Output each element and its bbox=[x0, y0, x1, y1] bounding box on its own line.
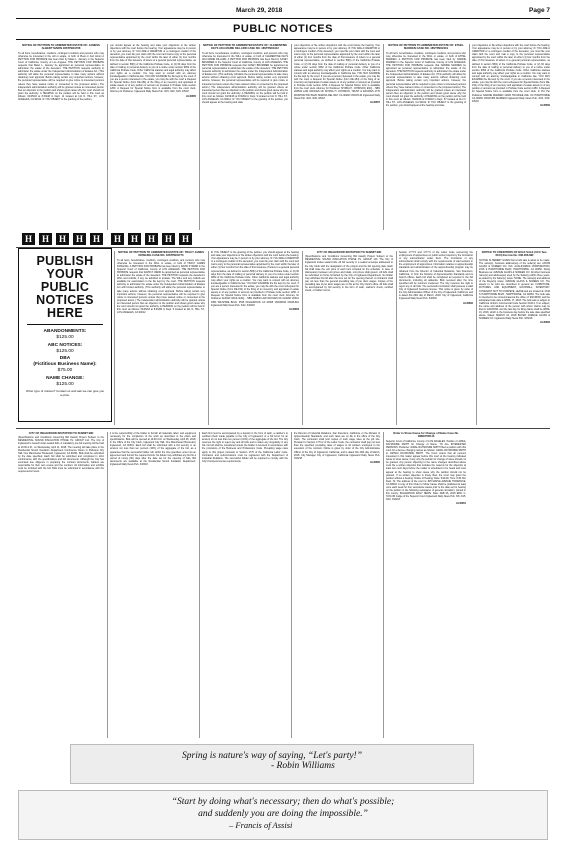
ad-price-label: (Fictitious Business Name): bbox=[33, 362, 97, 367]
ad-price-label: ABC NOTICES: bbox=[47, 342, 83, 348]
notice-body: Each bid must be accompanied by a deposit in the form of cash, a cashier's or certified check made payable to the City of Inglewood, or a bid bond, for an amount of not less than ten percent (10%) of the aggregate of the bid. The City reserves the right to reject any and all bids and to waive any irregularity in any bid. No bid shall be considered unless the bidder is licensed in accordance with the provisions of the Business and Professions Code. Prevailing wage rates apply to this project pursuant to Section 1770 of the California Labor Code. Contractor and subcontractors must be registered with the Department of Industrial Relations. The successful bidder will be required to comply with the City's business license requirements. bbox=[202, 432, 288, 463]
quote-box bbox=[18, 790, 548, 840]
notice-column bbox=[110, 44, 196, 230]
notice-column bbox=[386, 44, 466, 230]
column-divider bbox=[383, 44, 384, 230]
h-logo-icon: H bbox=[128, 233, 141, 245]
notice-heading: CITY OF INGLEWOOD INVITATION TO SUBMIT BID bbox=[316, 251, 382, 254]
notice-heading: NOTICE OF PETITION TO ADMINISTER ESTATE OF: TRACY JAMES DOWLING CASE NO. 18STPB01773 bbox=[118, 251, 204, 258]
notice-body: To all heirs, beneficiaries, creditors, contingent creditors, and persons who may otherwise be interested in the WILL or estate, or both of ETHEL MADDEN. A PETITION FOR PROBATE has been filed by NADINE MADDEN in the Superior Court of California, County of LOS ANGELES. THE PETITION FOR PROBATE requests that NADINE MADDEN be appointed as personal representative to administer the estate of the decedent. THE PETITION requests authority to administer the estate under the Independent Administration of Estates Act. (This authority will allow the personal representative to take many actions without obtaining court approval. Before taking certain very important actions, however, the personal representative will be required to give notice to interested persons unless they have waived notice or consented to the proposed action.) The independent administration authority will be granted unless an interested person files an objection to the petition and shows good cause why the court should not grant the authority. A HEARING on the petition will be held in this court as follows: 04/20/18 at 8:30AM in Dept. 67 located at 111 N. HILL ST., LOS ANGELES, CA 90012. IF YOU OBJECT to the granting of the petition, you should appear at the hearing and state bbox=[386, 51, 466, 108]
notice-heading: NOTICE TO CREDITORS OF BULK SALE (UCC Sec. 6104) Escrow No. 008-006-MR bbox=[481, 251, 548, 258]
column-divider bbox=[199, 44, 200, 230]
notice-body: IF YOU OBJECT to the granting of the petition, you should appear at the hearing and state your objections or file written objections with the court before the hearing. Your appearance may be in person or by your attorney. IF YOU ARE A CREDITOR or a contingent creditor of the decedent, you must file your claim with the court and mail a copy to the personal representative appointed by the court within the later of either (1) four months from the date of first issuance of letters to a general personal representative, as defined in section 58(b) of the California Probate Code, or (2) 60 days from the date of mailing or personal delivery to you of a notice under section 9052 of the California Probate Code. Other California statutes and legal authority may affect your rights as a creditor. You may want to consult with an attorney knowledgeable in California law. YOU MAY EXAMINE the file kept by the court. If you are a person interested in the estate, you may file with the court a Request for Special Notice (form DE-154) of the filing of an inventory and appraisal of estate assets or of any petition or account as provided in Probate Code section 1250. A Request for Special Notice form is available from the court clerk. Attorney for Petitioner ALIDAD VAKILI ESQ. - SBN 162834 LAW OFFICES OF ALIDAD VAKILI 9454 WILSHIRE BLVD. #525 INGLEWOOD CA 90305 CN946934 DOWLING Inglewood Daily News Pub. 3/22, 3/29/18 bbox=[211, 251, 299, 307]
notice-body: To all heirs, beneficiaries, creditors, contingent creditors, and persons who may otherwise be interested in the WILL or estate, or both of CLEMENTINE KEYS AKA MARIE DILLARD. A PETITION FOR PROBATE has been filed by CASEY BRUMMER in the Superior Court of California, County of LOS ANGELES. THE PETITION FOR PROBATE requests that CASEY BRUMMER be appointed as personal representative to administer the estate of the decedent. THE PETITION requests authority to administer the estate under the Independent Administration of Estates Act. (This authority will allow the personal representative to take many actions without obtaining court approval. Before taking certain very important actions, however, the personal representative will be required to give notice to interested persons unless they have waived notice or consented to the proposed action.) The independent administration authority will be granted unless an interested person files an objection to the petition and shows good cause why the court should not grant the authority. A HEARING on the petition will be held in this court as follows: 04/19/18 at 8:30AM in Dept. 9 located at 111 N. HILL ST., LOS ANGELES, CA 90012. IF YOU OBJECT to the granting of the petition, you should appear at the hearing and state bbox=[202, 51, 288, 105]
publish-notices-ad bbox=[18, 248, 112, 422]
ad-headline: PUBLISH YOUR PUBLIC NOTICES HERE bbox=[36, 254, 94, 320]
title-rule bbox=[16, 39, 550, 40]
ad-divider bbox=[27, 324, 103, 325]
notice-id: HI-30853 bbox=[289, 307, 299, 311]
quote-box bbox=[70, 744, 474, 784]
ad-price-label: ABANDONMENTS: bbox=[43, 329, 87, 334]
notice-heading: NOTICE OF PETITION TO ADMINISTER ESTATE OF: ETHEL MADDEN CASE NO. 18STPB02419 bbox=[388, 44, 464, 51]
section-rule bbox=[16, 428, 550, 429]
notice-id: HI-30859 bbox=[540, 103, 550, 107]
h-logo-icon: H bbox=[111, 233, 124, 245]
column-divider bbox=[114, 251, 115, 425]
notice-heading: NOTICE OF PETITION TO ADMINISTER ESTATE OF: CLEMENTINE KEYS AKA MARIE DILLARD CASE NO. 18STPB01912 bbox=[202, 44, 288, 51]
column-divider bbox=[107, 432, 108, 738]
notice-body: Section 1777.5 and 1777.6 of the Labor Code concerning the employment of apprentices on public works projects by the Contractor or any subcontractor under them. The Contractor or any subcontractor shall comply with the requirements of said sections in the employment of apprentices. Information relative to apprenticeship standards and administration of the apprenticeship program may be obtained from the Director of Industrial Relations, San Francisco, California, or from the Division of Apprenticeship Standards and its branch offices. Each bid shall be completed as required in the bid documents, including all addenda. Bids received after the time specified will be returned unopened. The City reserves the right to reject any or all bids. The successful contractor shall possess a valid City of Inglewood business license. This notice is given by order of the City Administrative Officer of the City of Inglewood, California, and is dated this 29th day of March, 2018. City of Inglewood, California Inglewood Daily News Pub. 3/29/18 bbox=[399, 251, 473, 301]
notice-column bbox=[294, 432, 380, 738]
h-logo-icon: H bbox=[162, 233, 175, 245]
notice-id: HI-30855 bbox=[186, 94, 196, 98]
ad-price-label: DBA bbox=[59, 356, 71, 361]
column-divider bbox=[302, 251, 303, 425]
h-logo-icon: H bbox=[22, 233, 35, 245]
column-divider bbox=[476, 251, 477, 425]
ad-price: $125.00 bbox=[56, 335, 74, 340]
column-divider bbox=[383, 432, 384, 738]
notice-column bbox=[202, 44, 288, 230]
notice-column bbox=[294, 44, 380, 230]
notice-id: HI-30860 bbox=[370, 460, 380, 464]
notice-body: you should appear at the hearing and state your objections or file written objections with the court before the hearing. Your appearance may be in person or by your attorney. IF YOU ARE A CREDITOR or a contingent creditor of the decedent, you must file your claim with the court and mail a copy to the personal representative appointed by the court within the later of either (1) four months from the date of first issuance of letters to a general personal representative, as defined in section 58(b) of the California Probate Code, or (2) 60 days from the date of mailing or personal delivery to you of a notice under section 9052 of the California Probate Code. Other California statutes and legal authority may affect your rights as a creditor. You may want to consult with an attorney knowledgeable in California law. YOU MAY EXAMINE the file kept by the court. If you are a person interested in the estate, you may file with the court a Request for Special Notice (form DE-154) of the filing of an inventory and appraisal of estate assets or of any petition or account as provided in Probate Code section 1250. A Request for Special Notice form is available from the court clerk. Attorney for Petitioner. Inglewood Daily News Pub. 3/15, 3/22, 3/29, 4/5/18 bbox=[110, 44, 196, 94]
logo-row bbox=[111, 233, 192, 245]
notice-column bbox=[202, 432, 288, 738]
column-divider bbox=[469, 44, 470, 230]
notice-column bbox=[472, 44, 550, 230]
notice-column bbox=[305, 251, 393, 425]
notice-id: HI-30862 bbox=[463, 301, 473, 305]
notice-heading: Order to Show Cause for Change of Name Case No. 18INCP00110 bbox=[393, 432, 459, 439]
notice-body: the Director of Industrial Relations, San Francisco, California, or the Division of Apprenticeship Standards, and such rates are on file in the office of the City Clerk. The contractor shall post copies of such wage rates at the job site. Pursuant to Section 1773.2 of the Labor Code, the contractor shall pay not less than the specified prevailing rates of wages to all workers employed in the execution of the contract. Notice is given by order of the City Administrative Officer of the City of Inglewood, California, and is dated this 29th day of March, 2018. City Manager City of Inglewood, California Inglewood Daily News Pub. 3/29/18 bbox=[294, 432, 380, 460]
header-rule bbox=[16, 18, 550, 19]
ad-price: $125.00 bbox=[56, 348, 74, 354]
ad-price: $125.00 bbox=[56, 381, 74, 387]
h-logo-icon: H bbox=[145, 233, 158, 245]
notice-column bbox=[18, 44, 104, 230]
column-divider bbox=[291, 432, 292, 738]
ad-price: $75.00 bbox=[57, 368, 73, 373]
column-divider bbox=[208, 251, 209, 425]
quote-text: “Start by doing what's necessary; then do what's possible; bbox=[171, 797, 395, 807]
notice-column bbox=[399, 251, 473, 425]
notice-column bbox=[117, 251, 205, 425]
notice-body: To all heirs, beneficiaries, creditors, contingent creditors, and persons who may otherwise be interested in the WILL or estate, or both of TRACY JAMES DOWLING. A PETITION FOR PROBATE has been filed by DAVID P. REDD in the Superior Court of California, County of LOS ANGELES. THE PETITION FOR PROBATE requests that DAVID P. REDD be appointed as personal representative to administer the estate of the decedent. THE PETITION requests the decedent's WILL and codicils, if any, be admitted to probate. The WILL and any codicils are available for examination in the file kept by the court. THE PETITION requests authority to administer the estate under the Independent Administration of Estates Act with limited authority. (This authority will allow the personal representative to take many actions without obtaining court approval. Before taking certain very important actions, however, the personal representative will be required to give notice to interested persons unless they have waived notice or consented to the proposed action.) The independent administration authority will be granted unless an interested person files an objection to the petition and shows good cause why the court should not grant the authority. A HEARING on the petition will be held in this court as follows: 04/05/18 at 8:30AM in Dept. 5 located at 111 N. HILL ST., LOS ANGELES, CA 90012. bbox=[117, 258, 205, 315]
notice-id: HI-30863 bbox=[540, 321, 550, 325]
notice-body: Superior Court of California, County of LOS ANGELES. Petition of JAMAL RAYMONDE SMITH for Change of Name. TO ALL INTERESTED PERSONS: Petitioner JAMAL RAYMONDE SMITH filed a petition with this court for a decree changing names as follows: JAMAL RAYMONDE SMITH to JAHMAI RAYMONDE SMITH. The Court orders that all persons interested in this matter appear before this court at the hearing indicated below to show cause, if any, why the petition for change of name should not be granted. Any person objecting to the name changes described above must file a written objection that includes the reasons for the objection at least two court days before the matter is scheduled to be heard and must appear at the hearing to show cause why the petition should not be granted. If no written objection is timely filed, the court may grant the petition without a hearing. Notice of Hearing: Date: 5/11/18, Time: 8:30 AM, Dept.: M. The address of the court is: 825 MAPLE AVENUE TORRANCE, CA 90503. A copy of this Order to Show Cause shall be published at least once each week for four successive weeks prior to the date set for hearing on the petition in the following newspaper of general circulation, printed in this county: INGLEWOOD DAILY NEWS. Date: FEB 26, 2018 ERIC C. TAYLOR Judge of the Superior Court Inglewood Daily News Pub. 3/8, 3/15, 3/22, 3/29/18 bbox=[386, 439, 466, 502]
notice-id: HI-30851 bbox=[456, 502, 466, 506]
column-divider bbox=[199, 432, 200, 738]
quote-text: and suddenly you are doing the impossible.” bbox=[198, 808, 368, 819]
section-title: PUBLIC NOTICES bbox=[233, 23, 333, 35]
notice-column bbox=[386, 432, 466, 738]
ad-note: Other type of notices? Contact us and ask we can give you a price. bbox=[25, 389, 105, 397]
column-divider bbox=[107, 44, 108, 230]
quote-text: Spring is nature's way of saying, “Let's party!” bbox=[182, 751, 362, 761]
notice-heading: CITY OF INGLEWOOD INVITATION TO SUBMIT BID bbox=[28, 432, 94, 435]
notice-column bbox=[479, 251, 550, 425]
notice-column bbox=[110, 432, 196, 738]
notice-body: your objections or file written objections with the court before the hearing. Your appearance may be in person or by your attorney. IF YOU ARE A CREDITOR or a contingent creditor of the decedent, you must file your claim with the court and mail a copy to the personal representative appointed by the court within the later of either (1) four months from the date of first issuance of letters to a general personal representative, as defined in section 58(b) of the California Probate Code, or (2) 60 days from the date of mailing or personal delivery to you of a notice under section 9052 of the California Probate Code. Other California statutes and legal authority may affect your rights as a creditor. You may want to consult with an attorney knowledgeable in California law. YOU MAY EXAMINE the file kept by the court. If you are a person interested in the estate, you may file with the court a Request for Special Notice (form DE-154) of the filing of an inventory and appraisal of estate assets or of any petition or account as provided in Probate Code section 1250. A Request for Special Notice form is available from the court clerk. Attorney for Petitioner: MYRNA H. JOHNSON, ESQ. - SBN 203534 LAW OFFICES OF MYRNA H. JOHNSON, TRUST & ESTATES 4770 WASHINGTON BLVD MARINA DEL REY CA 90292 CN947140 Inglewood Daily News Pub. 3/22, 3/29, 4/5/18 bbox=[294, 44, 380, 100]
notice-column bbox=[18, 432, 104, 738]
h-logo-icon: H bbox=[39, 233, 52, 245]
notice-body: NOTICE IS HEREBY GIVEN that a bulk sale is about to be made. The name(s), business address(es) of the seller(s) are: AXIOM GLASS & SCREEN CO. INC. ACALIFORNIA CORPORATION, 2316 S HAWTHORNE BLVD, HAWTHORNE, CA 90250. Doing Business as: AVENUE GLASS & SCREEN CO. All other business name(s) and address(es) used by the Seller(s) within three years, as stated by the Seller(s), is/are: NONE. The name(s) and address of the Buyer(s) is/are: AVENUE GLASS & SCREEN CO. The assets to be sold are described in general as: FURNITURE, FIXTURES, AND EQUIPMENT, GOODWILL, INVENTORY, COVENANT NOT TO COMPETE, LEASE and are located at: 2316 S HAWTHORNE BLVD, HAWTHORNE, CA 90250. The bulk sale is intended to be consummated at the office of: ESCROW, and the anticipated sale date is APRIL 17, 2018. The bulk sale is subject to California Uniform Commercial Code Section 6106.2. If so subject, the name and address of the person with whom claims may be filed is: ESCROW, and the last day for filing claims shall be APRIL 16, 2018, which is the business day before the sale date specified above. Dated: MARCH 22, 2018 BUYER: AVENUE GLASS & SCREEN CO. Inglewood Daily News Pub. 3/29/18 bbox=[479, 258, 550, 321]
notice-body: To all heirs, beneficiaries, creditors, contingent creditors and persons who may otherwise be interested in the will or estate, or both of Pleat or And whom A PETITION FOR PROBATE has been filed by Matel L. January in the Superior Court of California, County of Los Angeles. THE PETITION FOR PROBATE requests that Matel L. January be appointed as personal representative to administer the estate of the decedent. THE PETITION requests authority to administer the estate under the Independent Administration of Estates Act. (This authority will allow the personal representative to take many actions without obtaining court approval. Before taking certain very important actions, however, the personal representative will be required to give notice to interested persons unless they have waived notice or consented to the proposed action.) The independent administration authority will be granted unless an interested person files an objection to the petition and shows good cause why the court should not grant the authority. A HEARING on the petition will be held in this court as follows: 04/25/18 at 8:30AM in Dept. 11 located at 111 N. HILL ST., LOS ANGELES, CA 90012. IF YOU OBJECT to the granting of the petition, bbox=[18, 51, 104, 101]
column-divider bbox=[396, 251, 397, 425]
column-divider bbox=[291, 44, 292, 230]
page-number: Page 7 bbox=[529, 7, 550, 14]
logo-row bbox=[22, 233, 103, 245]
notice-body: (Specifications and Conditions Governing Bid Award) Project Subject to the RESIDENTIAL SOUND INSULATION PHASE XV, GROUP 113. The City of Inglewood invites sealed bids. All bid security in a sealed envelope addressed to the City Clerk with the designation of the project and the bid opening date. Each bid shall state the unit price of each item included on the schedule. In case of discrepancy between unit prices and totals, unit prices shall govern. All bids shall be submitted on forms furnished by the City of Inglewood Department. No bidder may withdraw his bid after the time set for the opening thereof. A contractor shall pay not less than the general prevailing rate of per diem wages. Copies of the prevailing rate of per diem wages are on file at the City Clerk's office. All bids shall be accompanied by bid security in the form of cash, cashier's check, certified check, or bidder's bond. bbox=[305, 255, 393, 293]
issue-date: March 29, 2018 bbox=[236, 7, 283, 14]
notice-heading: NOTICE OF PETITION TO ADMINISTER ESTATE OF: JAMESS ALBERT MARIN 18STPB01708 bbox=[22, 44, 100, 51]
h-logo-icon: H bbox=[90, 233, 103, 245]
notice-body: it is the responsibility of the bidder to furnish all materials, labor, and equipment necessary for the completion of the work as described in the plans and specifications. Bids will be opened at 10:00 A.M. on Wednesday, April 25, 2018, in the Office of the City Clerk, Inglewood City Hall, One Manchester Boulevard, Inglewood, CA 90301. Each bid shall be submitted with a bid security in an amount not less than ten percent (10%) of the aggregate of the bid, as a guarantee that the successful bidder will, within the time specified, enter into an agreement and furnish the required bonds. No bidder may withdraw any bid for a period of ninety (90) days after the date set for the opening of bids. Bid documents are available at the Residential Sound Insulation Department. Inglewood Daily News Pub. 3/29/18 bbox=[110, 432, 196, 466]
quote-author: – Francis of Assisi bbox=[229, 820, 293, 830]
ad-price-label: NAME CHANGE: bbox=[46, 375, 84, 381]
h-logo-icon: H bbox=[73, 233, 86, 245]
quote-author: - Robin Williams bbox=[271, 761, 335, 771]
h-logo-icon: H bbox=[56, 233, 69, 245]
h-logo-icon: H bbox=[179, 233, 192, 245]
notice-body: (Specifications and Conditions Governing Bid Award) Project Subject to the RESIDENTIAL SOUND INSULATION PHASE XV, GROUP 112. The City of Inglewood is issued invites sealed bids. A mandatory pre-bid meeting will be held at 10:00 A.M., on Wednesday, April 11, 2018. The meeting will take place in the Residential Sound Insulation Department Conference Room in Parkview City Hall, One Manchester Boulevard, Inglewood, CA 90301. Bids shall be submitted by the date specified. Each bid shall be submitted and completed in strict conformance with the specifications and bid documents. Although the City has exercised due diligence in preparing the contract documents, bidders are responsible for their own review and the contract. All information and exhibits must be included with the bid. Bids must be submitted in accordance with the requirements herein. bbox=[18, 436, 104, 474]
notice-column bbox=[211, 251, 299, 425]
notice-body: your objections or file written objections with the court before the hearing. Your appearance may be in person or by your attorney. IF YOU ARE A CREDITOR or a contingent creditor of the decedent, you must file your claim with the court and mail a copy to the personal representative appointed by the court within the later of either (1) four months from the date of first issuance of letters to a general personal representative, as defined in section 58(b) of the California Probate Code, or (2) 60 days from the date of mailing or personal delivery to you of a notice under section 9052 of the California Probate Code. Other California statutes and legal authority may affect your rights as a creditor. You may want to consult with an attorney knowledgeable in California law. YOU MAY EXAMINE the file kept by the court. If you are a person interested in the estate, you may file with the court a Request for Special Notice (form DE-154) of the filing of an inventory and appraisal of estate assets or of any petition or account as provided in Probate Code section 1250. A Request for Special Notice form is available from the court clerk. In Pro Per Petitioner NADINE MADDEN 12303 TRUCKEE AVE. #C HAWTHORNE CA 90250 CN947383 MADDEN Inglewood Daily News Pub. 3/22, 3/29, 4/5/18 bbox=[472, 44, 550, 103]
notice-id: HI-30857 bbox=[370, 100, 380, 104]
